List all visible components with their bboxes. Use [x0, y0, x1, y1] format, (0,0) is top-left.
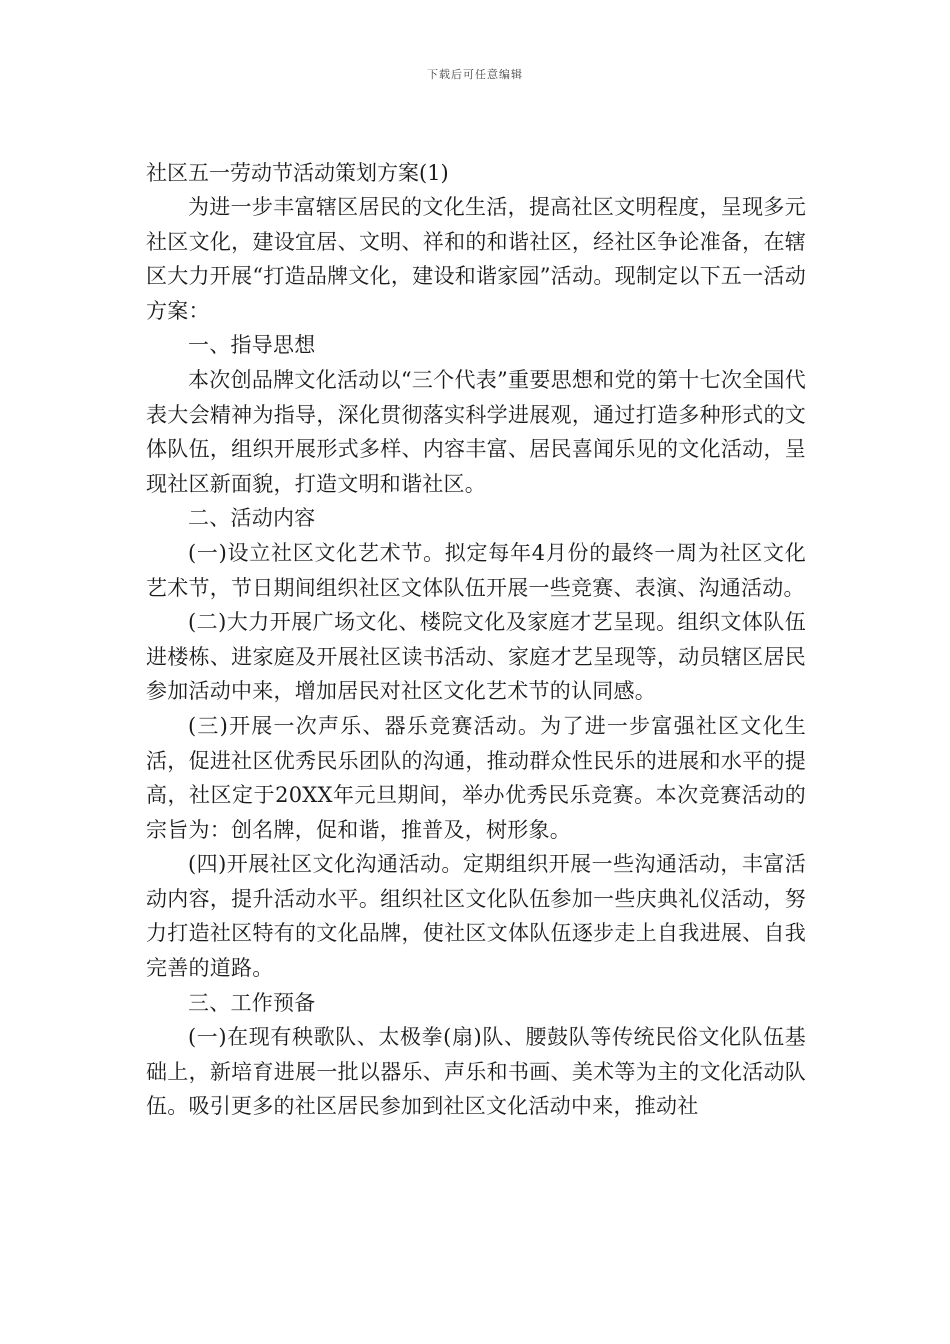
document-body — [146, 156, 806, 1124]
activity-item-1: (一)设立社区文化艺术节。拟定每年4月份的最终一周为社区文化艺术节，节日期间组织社区文体队伍开展一些竞赛、表演、沟通活动。 — [146, 540, 806, 600]
section-heading-preparation: 三、工作预备 — [188, 990, 316, 1015]
document-title: 社区五一劳动节活动策划方案(1) — [146, 161, 449, 185]
page-header-note: 下载后可任意编辑 — [427, 68, 523, 81]
preparation-item-1: (一)在现有秧歌队、太极拳(扇)队、腰鼓队等传统民俗文化队伍基础上，新培育进展一批以器乐、声乐和书画、美术等为主的文化活动队伍。吸引更多的社区居民参加到社区文化活动中来，推动社 — [146, 1025, 806, 1119]
section-heading-activity-content: 二、活动内容 — [188, 506, 316, 531]
activity-item-2: (二)大力开展广场文化、楼院文化及家庭才艺呈现。组织文体队伍进楼栋、进家庭及开展社区读书活动、家庭才艺呈现等，动员辖区居民参加活动中来，增加居民对社区文化艺术节的认同感。 — [146, 610, 806, 704]
activity-item-4: (四)开展社区文化沟通活动。定期组织开展一些沟通活动，丰富活动内容，提升活动水平。组织社区文化队伍参加一些庆典礼仪活动，努力打造社区特有的文化品牌，使社区文体队伍逐步走上自我进展、自我完善的道路。 — [146, 852, 806, 981]
section-heading-guiding-thought: 一、指导思想 — [188, 333, 316, 358]
guiding-thought-paragraph: 本次创品牌文化活动以“三个代表”重要思想和党的第十七次全国代表大会精神为指导，深化贯彻落实科学进展观，通过打造多种形式的文体队伍，组织开展形式多样、内容丰富、居民喜闻乐见的文化活动，呈现社区新面貌，打造文明和谐社区。 — [146, 367, 806, 496]
activity-item-3: (三)开展一次声乐、器乐竞赛活动。为了进一步富强社区文化生活，促进社区优秀民乐团队的沟通，推动群众性民乐的进展和水平的提高，社区定于20XX年元旦期间，举办优秀民乐竞赛。本次竞赛活动的宗旨为：创名牌，促和谐，推普及，树形象。 — [146, 713, 806, 842]
intro-paragraph: 为进一步丰富辖区居民的文化生活，提高社区文明程度，呈现多元社区文化，建设宜居、文明、祥和的和谐社区，经社区争论准备，在辖区大力开展“打造品牌文化，建设和谐家园”活动。现制定以下五一活动方案： — [146, 195, 806, 323]
